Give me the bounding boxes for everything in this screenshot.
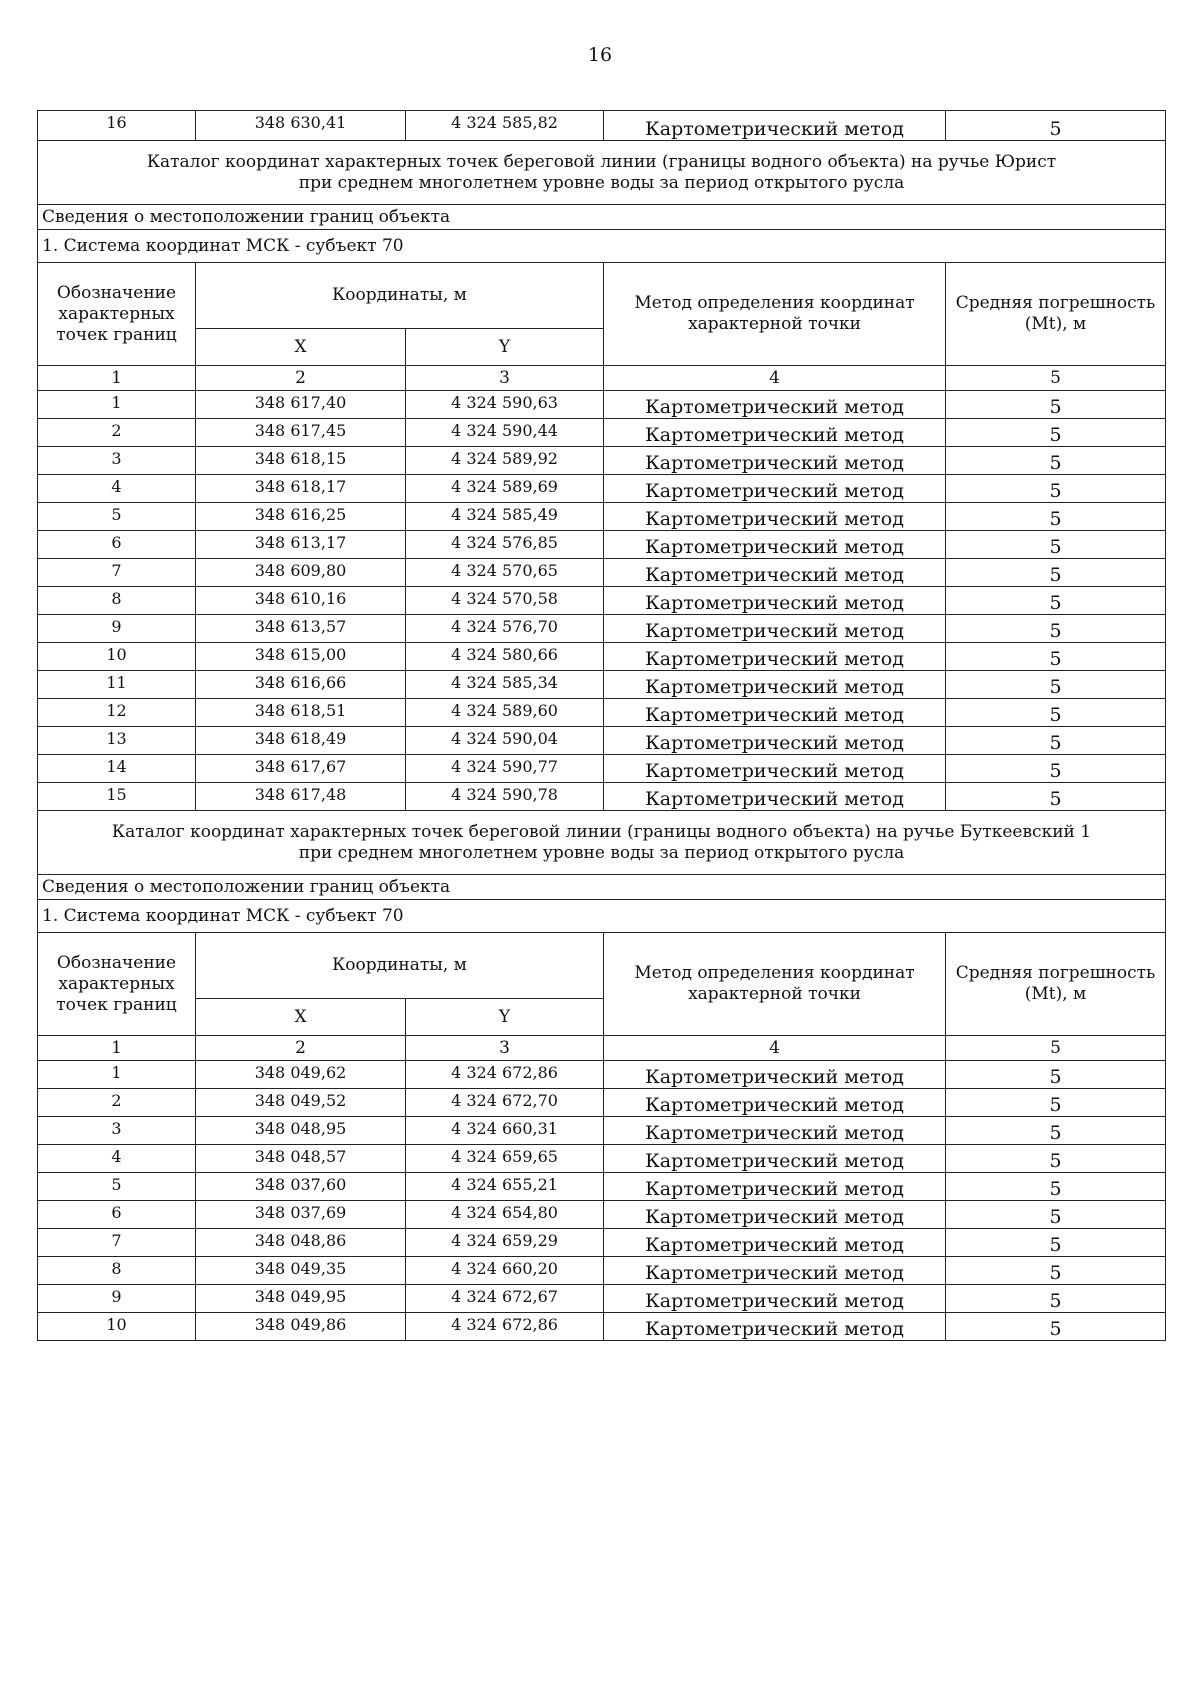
- coord-x: 348 049,86: [196, 1313, 406, 1341]
- column-number: 2: [196, 366, 406, 391]
- method: Картометрический метод: [604, 447, 946, 475]
- coord-x: 348 618,51: [196, 699, 406, 727]
- table-row: [38, 503, 1166, 531]
- point-number: 2: [38, 419, 196, 447]
- coord-x: 348 613,17: [196, 531, 406, 559]
- column-number: 5: [946, 1036, 1166, 1061]
- coord-x: 348 049,35: [196, 1257, 406, 1285]
- coord-y: 4 324 672,70: [406, 1089, 604, 1117]
- point-number: 1: [38, 1061, 196, 1089]
- coord-x: 348 618,17: [196, 475, 406, 503]
- method: Картометрический метод: [604, 1257, 946, 1285]
- coord-y: 4 324 570,58: [406, 587, 604, 615]
- coord-y: 4 324 659,29: [406, 1229, 604, 1257]
- coord-y: 4 324 585,82: [406, 111, 604, 141]
- method: Картометрический метод: [604, 111, 946, 141]
- location-info: Сведения о местоположении границ объекта: [38, 205, 1166, 230]
- coord-x: 348 630,41: [196, 111, 406, 141]
- table-row: [38, 1145, 1166, 1173]
- coord-x: 348 048,57: [196, 1145, 406, 1173]
- point-number: 8: [38, 587, 196, 615]
- coord-y: 4 324 589,60: [406, 699, 604, 727]
- mean-error: 5: [946, 1173, 1166, 1201]
- point-number: 14: [38, 755, 196, 783]
- method: Картометрический метод: [604, 699, 946, 727]
- point-number: 13: [38, 727, 196, 755]
- table-row: [38, 1089, 1166, 1117]
- catalog-caption: [38, 811, 1166, 875]
- table-row: [38, 615, 1166, 643]
- header-y: Y: [406, 329, 604, 366]
- coord-x: 348 615,00: [196, 643, 406, 671]
- method: Картометрический метод: [604, 1229, 946, 1257]
- mean-error: 5: [946, 1285, 1166, 1313]
- point-number: 7: [38, 559, 196, 587]
- coord-x: 348 618,15: [196, 447, 406, 475]
- point-number: 6: [38, 531, 196, 559]
- coord-y: 4 324 585,34: [406, 671, 604, 699]
- point-number: 3: [38, 1117, 196, 1145]
- table-row: [38, 587, 1166, 615]
- caption-line-2: при среднем многолетнем уровне воды за период открытого русла: [298, 172, 905, 193]
- method: Картометрический метод: [604, 643, 946, 671]
- method: Картометрический метод: [604, 727, 946, 755]
- header-x: X: [196, 329, 406, 366]
- method: Картометрический метод: [604, 503, 946, 531]
- coord-y: 4 324 576,70: [406, 615, 604, 643]
- coord-x: 348 037,69: [196, 1201, 406, 1229]
- header-row: [38, 263, 1166, 329]
- table-row: [38, 111, 1166, 141]
- header-x: X: [196, 999, 406, 1036]
- mean-error: 5: [946, 475, 1166, 503]
- method: Картометрический метод: [604, 587, 946, 615]
- method: Картометрический метод: [604, 1061, 946, 1089]
- mean-error: 5: [946, 391, 1166, 419]
- table-row: [38, 1285, 1166, 1313]
- table-row: [38, 531, 1166, 559]
- column-number: 4: [604, 1036, 946, 1061]
- mean-error: 5: [946, 1313, 1166, 1341]
- header-method: Метод определения координат характерной точки: [604, 933, 946, 1036]
- coord-y: 4 324 672,86: [406, 1313, 604, 1341]
- coord-x: 348 609,80: [196, 559, 406, 587]
- coord-y: 4 324 672,67: [406, 1285, 604, 1313]
- table-row: [38, 1061, 1166, 1089]
- mean-error: 5: [946, 1229, 1166, 1257]
- coord-y: 4 324 590,77: [406, 755, 604, 783]
- method: Картометрический метод: [604, 1089, 946, 1117]
- table-row: [38, 643, 1166, 671]
- header-coordinates: Координаты, м: [196, 933, 604, 999]
- mean-error: 5: [946, 643, 1166, 671]
- table-row: [38, 1201, 1166, 1229]
- table-row: [38, 699, 1166, 727]
- caption-line-1: Каталог координат характерных точек береговой линии (границы водного объекта) на ручье Буткеевский 1: [111, 821, 1092, 842]
- method: Картометрический метод: [604, 1117, 946, 1145]
- column-number: 4: [604, 366, 946, 391]
- column-numbers-row: [38, 366, 1166, 391]
- mean-error: 5: [946, 447, 1166, 475]
- table-row: [38, 1229, 1166, 1257]
- column-number: 1: [38, 1036, 196, 1061]
- coord-y: 4 324 576,85: [406, 531, 604, 559]
- mean-error: 5: [946, 531, 1166, 559]
- method: Картометрический метод: [604, 1201, 946, 1229]
- header-error: Средняя погрешность (Mt), м: [946, 263, 1166, 366]
- location-info: Сведения о местоположении границ объекта: [38, 875, 1166, 900]
- coord-y: 4 324 580,66: [406, 643, 604, 671]
- point-number: 4: [38, 1145, 196, 1173]
- coord-y: 4 324 660,31: [406, 1117, 604, 1145]
- coordinates-table: [37, 110, 1166, 1341]
- point-number: 12: [38, 699, 196, 727]
- point-number: 16: [38, 111, 196, 141]
- mean-error: 5: [946, 1145, 1166, 1173]
- table-row: [38, 1313, 1166, 1341]
- coord-y: 4 324 590,78: [406, 783, 604, 811]
- header-y: Y: [406, 999, 604, 1036]
- coord-x: 348 618,49: [196, 727, 406, 755]
- column-number: 5: [946, 366, 1166, 391]
- mean-error: 5: [946, 559, 1166, 587]
- coord-y: 4 324 589,69: [406, 475, 604, 503]
- coord-y: 4 324 672,86: [406, 1061, 604, 1089]
- caption-line-1: Каталог координат характерных точек береговой линии (границы водного объекта) на ручье Юрист: [146, 151, 1057, 172]
- table-row: [38, 755, 1166, 783]
- coord-x: 348 048,86: [196, 1229, 406, 1257]
- point-number: 5: [38, 503, 196, 531]
- coord-x: 348 617,45: [196, 419, 406, 447]
- mean-error: 5: [946, 1257, 1166, 1285]
- table-row: [38, 1173, 1166, 1201]
- method: Картометрический метод: [604, 475, 946, 503]
- table-row: [38, 1117, 1166, 1145]
- mean-error: 5: [946, 783, 1166, 811]
- caption-line-2: при среднем многолетнем уровне воды за период открытого русла: [298, 842, 905, 863]
- coord-x: 348 610,16: [196, 587, 406, 615]
- point-number: 3: [38, 447, 196, 475]
- coord-x: 348 049,95: [196, 1285, 406, 1313]
- column-number: 3: [406, 1036, 604, 1061]
- coord-y: 4 324 585,49: [406, 503, 604, 531]
- section-info: [38, 875, 1166, 900]
- coord-y: 4 324 660,20: [406, 1257, 604, 1285]
- section-system: [38, 230, 1166, 263]
- mean-error: 5: [946, 1201, 1166, 1229]
- table-row: [38, 447, 1166, 475]
- column-numbers-row: [38, 1036, 1166, 1061]
- table-row: [38, 419, 1166, 447]
- point-number: 6: [38, 1201, 196, 1229]
- catalog-caption: [38, 141, 1166, 205]
- header-row: [38, 933, 1166, 999]
- point-number: 10: [38, 643, 196, 671]
- mean-error: 5: [946, 699, 1166, 727]
- page-number: 16: [587, 44, 613, 66]
- point-number: 2: [38, 1089, 196, 1117]
- coord-x: 348 617,40: [196, 391, 406, 419]
- method: Картометрический метод: [604, 1313, 946, 1341]
- header-point-designation: Обозначение характерных точек границ: [38, 933, 196, 1036]
- point-number: 11: [38, 671, 196, 699]
- coord-x: 348 617,48: [196, 783, 406, 811]
- mean-error: 5: [946, 671, 1166, 699]
- header-coordinates: Координаты, м: [196, 263, 604, 329]
- point-number: 9: [38, 1285, 196, 1313]
- section-caption: [38, 141, 1166, 205]
- coord-x: 348 617,67: [196, 755, 406, 783]
- point-number: 7: [38, 1229, 196, 1257]
- coord-y: 4 324 590,44: [406, 419, 604, 447]
- coord-x: 348 616,66: [196, 671, 406, 699]
- mean-error: 5: [946, 419, 1166, 447]
- method: Картометрический метод: [604, 755, 946, 783]
- table-row: [38, 727, 1166, 755]
- mean-error: 5: [946, 503, 1166, 531]
- header-method: Метод определения координат характерной точки: [604, 263, 946, 366]
- section-system: [38, 900, 1166, 933]
- coord-y: 4 324 590,04: [406, 727, 604, 755]
- method: Картометрический метод: [604, 559, 946, 587]
- point-number: 1: [38, 391, 196, 419]
- method: Картометрический метод: [604, 1145, 946, 1173]
- coord-x: 348 613,57: [196, 615, 406, 643]
- coord-y: 4 324 654,80: [406, 1201, 604, 1229]
- column-number: 2: [196, 1036, 406, 1061]
- coord-x: 348 049,62: [196, 1061, 406, 1089]
- column-number: 3: [406, 366, 604, 391]
- table-row: [38, 559, 1166, 587]
- mean-error: 5: [946, 1089, 1166, 1117]
- coord-y: 4 324 570,65: [406, 559, 604, 587]
- table-row: [38, 475, 1166, 503]
- method: Картометрический метод: [604, 1285, 946, 1313]
- point-number: 5: [38, 1173, 196, 1201]
- mean-error: 5: [946, 1117, 1166, 1145]
- method: Картометрический метод: [604, 783, 946, 811]
- table-row: [38, 391, 1166, 419]
- coord-y: 4 324 589,92: [406, 447, 604, 475]
- coord-x: 348 037,60: [196, 1173, 406, 1201]
- method: Картометрический метод: [604, 419, 946, 447]
- point-number: 4: [38, 475, 196, 503]
- coord-y: 4 324 659,65: [406, 1145, 604, 1173]
- point-number: 9: [38, 615, 196, 643]
- mean-error: 5: [946, 111, 1166, 141]
- header-error: Средняя погрешность (Mt), м: [946, 933, 1166, 1036]
- point-number: 10: [38, 1313, 196, 1341]
- table-row: [38, 1257, 1166, 1285]
- mean-error: 5: [946, 727, 1166, 755]
- method: Картометрический метод: [604, 615, 946, 643]
- method: Картометрический метод: [604, 1173, 946, 1201]
- coord-x: 348 048,95: [196, 1117, 406, 1145]
- coord-x: 348 616,25: [196, 503, 406, 531]
- mean-error: 5: [946, 755, 1166, 783]
- mean-error: 5: [946, 615, 1166, 643]
- method: Картометрический метод: [604, 671, 946, 699]
- coordinate-system: 1. Система координат МСК - субъект 70: [38, 900, 1166, 933]
- table-row: [38, 783, 1166, 811]
- column-number: 1: [38, 366, 196, 391]
- coord-y: 4 324 655,21: [406, 1173, 604, 1201]
- point-number: 15: [38, 783, 196, 811]
- method: Картометрический метод: [604, 391, 946, 419]
- mean-error: 5: [946, 587, 1166, 615]
- section-caption: [38, 811, 1166, 875]
- coord-y: 4 324 590,63: [406, 391, 604, 419]
- table-row: [38, 671, 1166, 699]
- coord-x: 348 049,52: [196, 1089, 406, 1117]
- header-point-designation: Обозначение характерных точек границ: [38, 263, 196, 366]
- point-number: 8: [38, 1257, 196, 1285]
- coordinate-system: 1. Система координат МСК - субъект 70: [38, 230, 1166, 263]
- method: Картометрический метод: [604, 531, 946, 559]
- section-info: [38, 205, 1166, 230]
- mean-error: 5: [946, 1061, 1166, 1089]
